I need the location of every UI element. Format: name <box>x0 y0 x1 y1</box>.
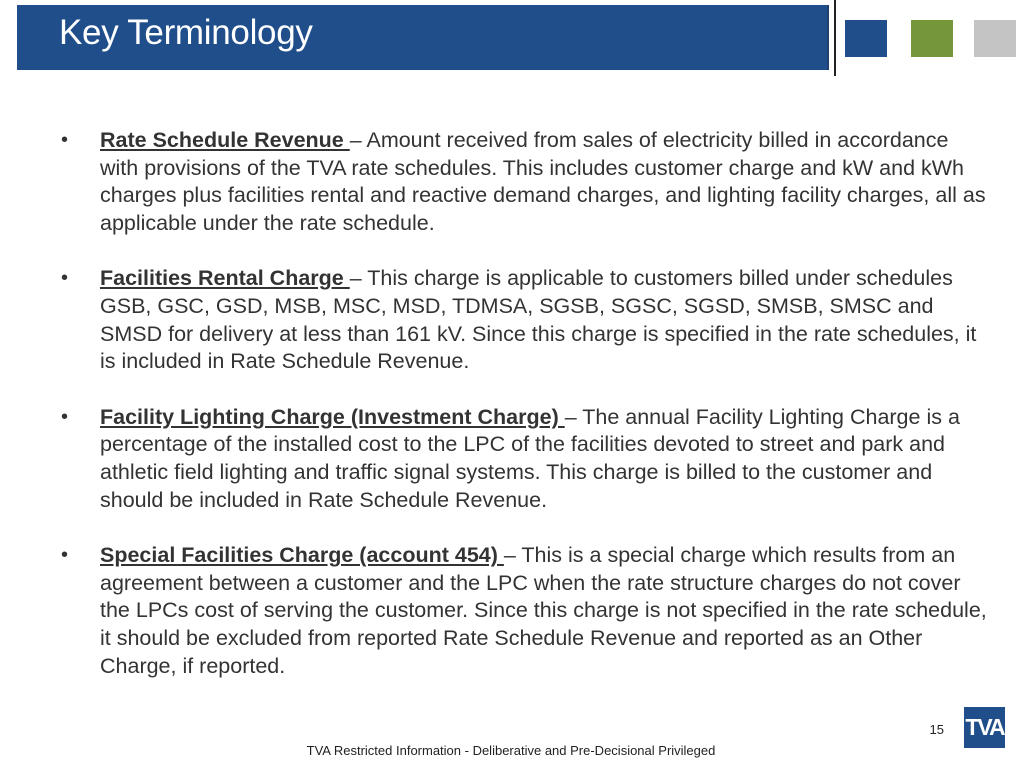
bullet: • <box>61 544 69 567</box>
term-description: – Amount received from sales of electricity billed in accordance with provisions of the TVA rate schedules. This includes customer charge and kW and kWh charges plus facilities rental and reactive demand charges, and lighting facility charges, all as applicable under the rate schedule. <box>100 128 986 235</box>
page-number: 15 <box>929 722 944 737</box>
term-text <box>100 542 990 680</box>
term-name: Rate Schedule Revenue <box>100 128 350 152</box>
terminology-list <box>0 127 1024 708</box>
bullet: • <box>61 405 69 428</box>
term-name: Facility Lighting Charge (Investment Charge) <box>100 404 565 429</box>
term-facility-lighting-charge <box>0 404 1024 514</box>
term-text <box>100 404 990 514</box>
page-title: Key Terminology <box>59 13 313 52</box>
term-name: Facilities Rental Charge <box>100 266 350 291</box>
term-text <box>100 127 990 237</box>
bullet: • <box>61 267 69 290</box>
term-rate-schedule-revenue <box>0 127 1024 237</box>
term-special-facilities-charge <box>0 542 1024 680</box>
term-description: – This charge is applicable to customers billed under schedules GSB, GSC, GSD, MSB, MSC, MSD, TDMSA, SGSB, SGSC, SGSD, SMSB, SMSC and SMSD for delivery at less than 161 kV. Since this charge is specified in the rate schedules, it is included in Rate Schedule Revenue. <box>100 266 977 374</box>
bullet: • <box>61 129 69 151</box>
decorative-square-gray <box>974 20 1016 57</box>
term-text <box>100 265 990 375</box>
decorative-square-blue <box>845 20 887 57</box>
title-bar <box>17 5 829 70</box>
title-divider <box>834 0 836 76</box>
footer-classification <box>0 743 1024 758</box>
term-description: – This is a special charge which results from an agreement between a customer and the LPC when the rate structure charges do not cover the LPCs cost of serving the customer. Since this charge is not specified in the rate schedule, it should be excluded from reported Rate Schedule Revenue and reported as an Other Charge, if reported. <box>100 543 987 678</box>
footer-classification-text: TVA Restricted Information - Deliberative and Pre-Decisional Privileged <box>306 743 716 758</box>
decorative-square-green <box>911 20 953 57</box>
term-facilities-rental-charge <box>0 265 1024 375</box>
tva-logo: TVA <box>964 707 1005 748</box>
term-description: – The annual Facility Lighting Charge is a percentage of the installed cost to the LPC of the facilities devoted to street and park and athletic field lighting and traffic signal systems. This charge is billed to the customer and should be included in Rate Schedule Revenue. <box>100 404 960 512</box>
term-name: Special Facilities Charge (account 454) <box>100 543 504 568</box>
